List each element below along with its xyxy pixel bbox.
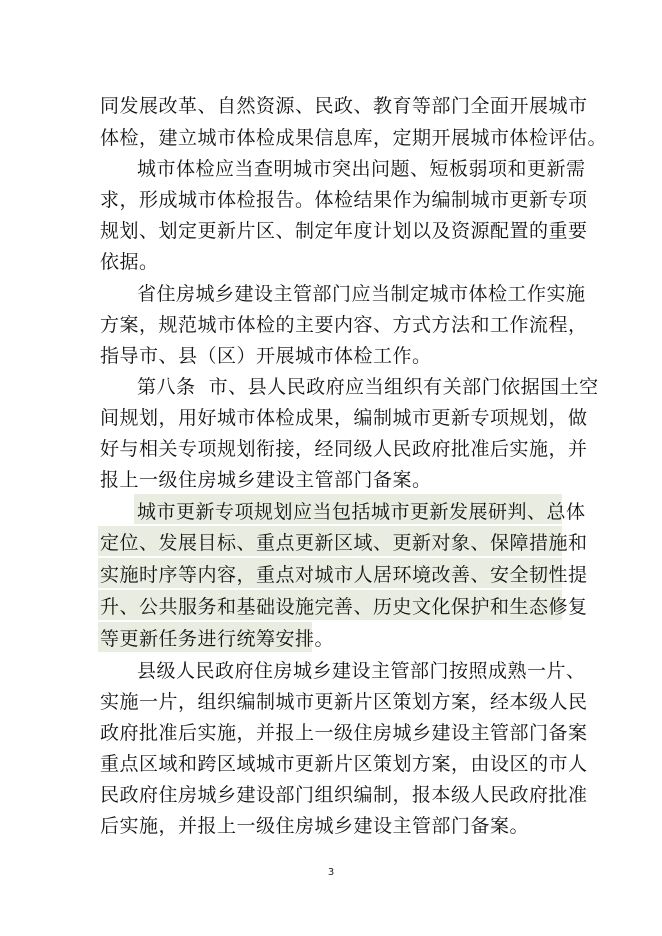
- paragraph-5-line-4: 升、公共服务和基础设施完善、历史文化保护和生态修复: [100, 596, 588, 618]
- paragraph-6-line-2: 实施一片，组织编制城市更新片区策划方案，经本级人民: [100, 691, 588, 713]
- paragraph-6-line-4: 重点区域和跨区域城市更新片区策划方案，由设区的市人: [100, 753, 588, 775]
- paragraph-6-line-5: 民政府住房城乡建设部门组织编制，报本级人民政府批准: [100, 784, 588, 806]
- paragraph-2-line-1: 城市体检应当查明城市突出问题、短板弱项和更新需: [137, 158, 586, 180]
- paragraph-1-line-1: 同发展改革、自然资源、民政、教育等部门全面开展城市: [100, 95, 588, 117]
- paragraph-2-line-2: 求，形成城市体检报告。体检结果作为编制城市更新专项: [100, 189, 588, 211]
- paragraph-4-line-1: 第八条 市、县人民政府应当组织有关部门依据国土空: [137, 376, 599, 398]
- paragraph-3-line-1: 省住房城乡建设主管部门应当制定城市体检工作实施: [137, 283, 586, 305]
- page-number: 3: [327, 867, 335, 878]
- paragraph-4-line-4: 报上一级住房城乡建设主管部门备案。: [100, 469, 432, 491]
- paragraph-6-line-6: 后实施，并报上一级住房城乡建设主管部门备案。: [100, 815, 530, 837]
- paragraph-3-line-2: 方案，规范城市体检的主要内容、方式方法和工作流程，: [100, 314, 588, 336]
- paragraph-1-line-2: 体检，建立城市体检成果信息库，定期开展城市体检评估。: [100, 127, 608, 149]
- paragraph-2-line-3: 规划、划定更新片区、制定年度计划以及资源配置的重要: [100, 220, 588, 242]
- paragraph-5-line-2: 定位、发展目标、重点更新区域、更新对象、保障措施和: [100, 532, 588, 554]
- paragraph-6-line-3: 政府批准后实施，并报上一级住房城乡建设主管部门备案: [100, 722, 588, 744]
- paragraph-5-line-1: 城市更新专项规划应当包括城市更新发展研判、总体: [137, 501, 586, 523]
- paragraph-2-line-4: 依据。: [100, 251, 159, 273]
- paragraph-6-line-1: 县级人民政府住房城乡建设主管部门按照成熟一片、: [137, 660, 586, 682]
- paragraph-4-line-3: 好与相关专项规划衔接，经同级人民政府批准后实施，并: [100, 438, 588, 460]
- paragraph-3-line-3: 指导市、县（区）开展城市体检工作。: [100, 345, 432, 367]
- paragraph-4-line-2: 间规划，用好城市体检成果，编制城市更新专项规划，做: [100, 407, 588, 429]
- paragraph-5-line-5: 等更新任务进行统筹安排。: [100, 628, 335, 650]
- paragraph-5-line-3: 实施时序等内容，重点对城市人居环境改善、安全韧性提: [100, 564, 588, 586]
